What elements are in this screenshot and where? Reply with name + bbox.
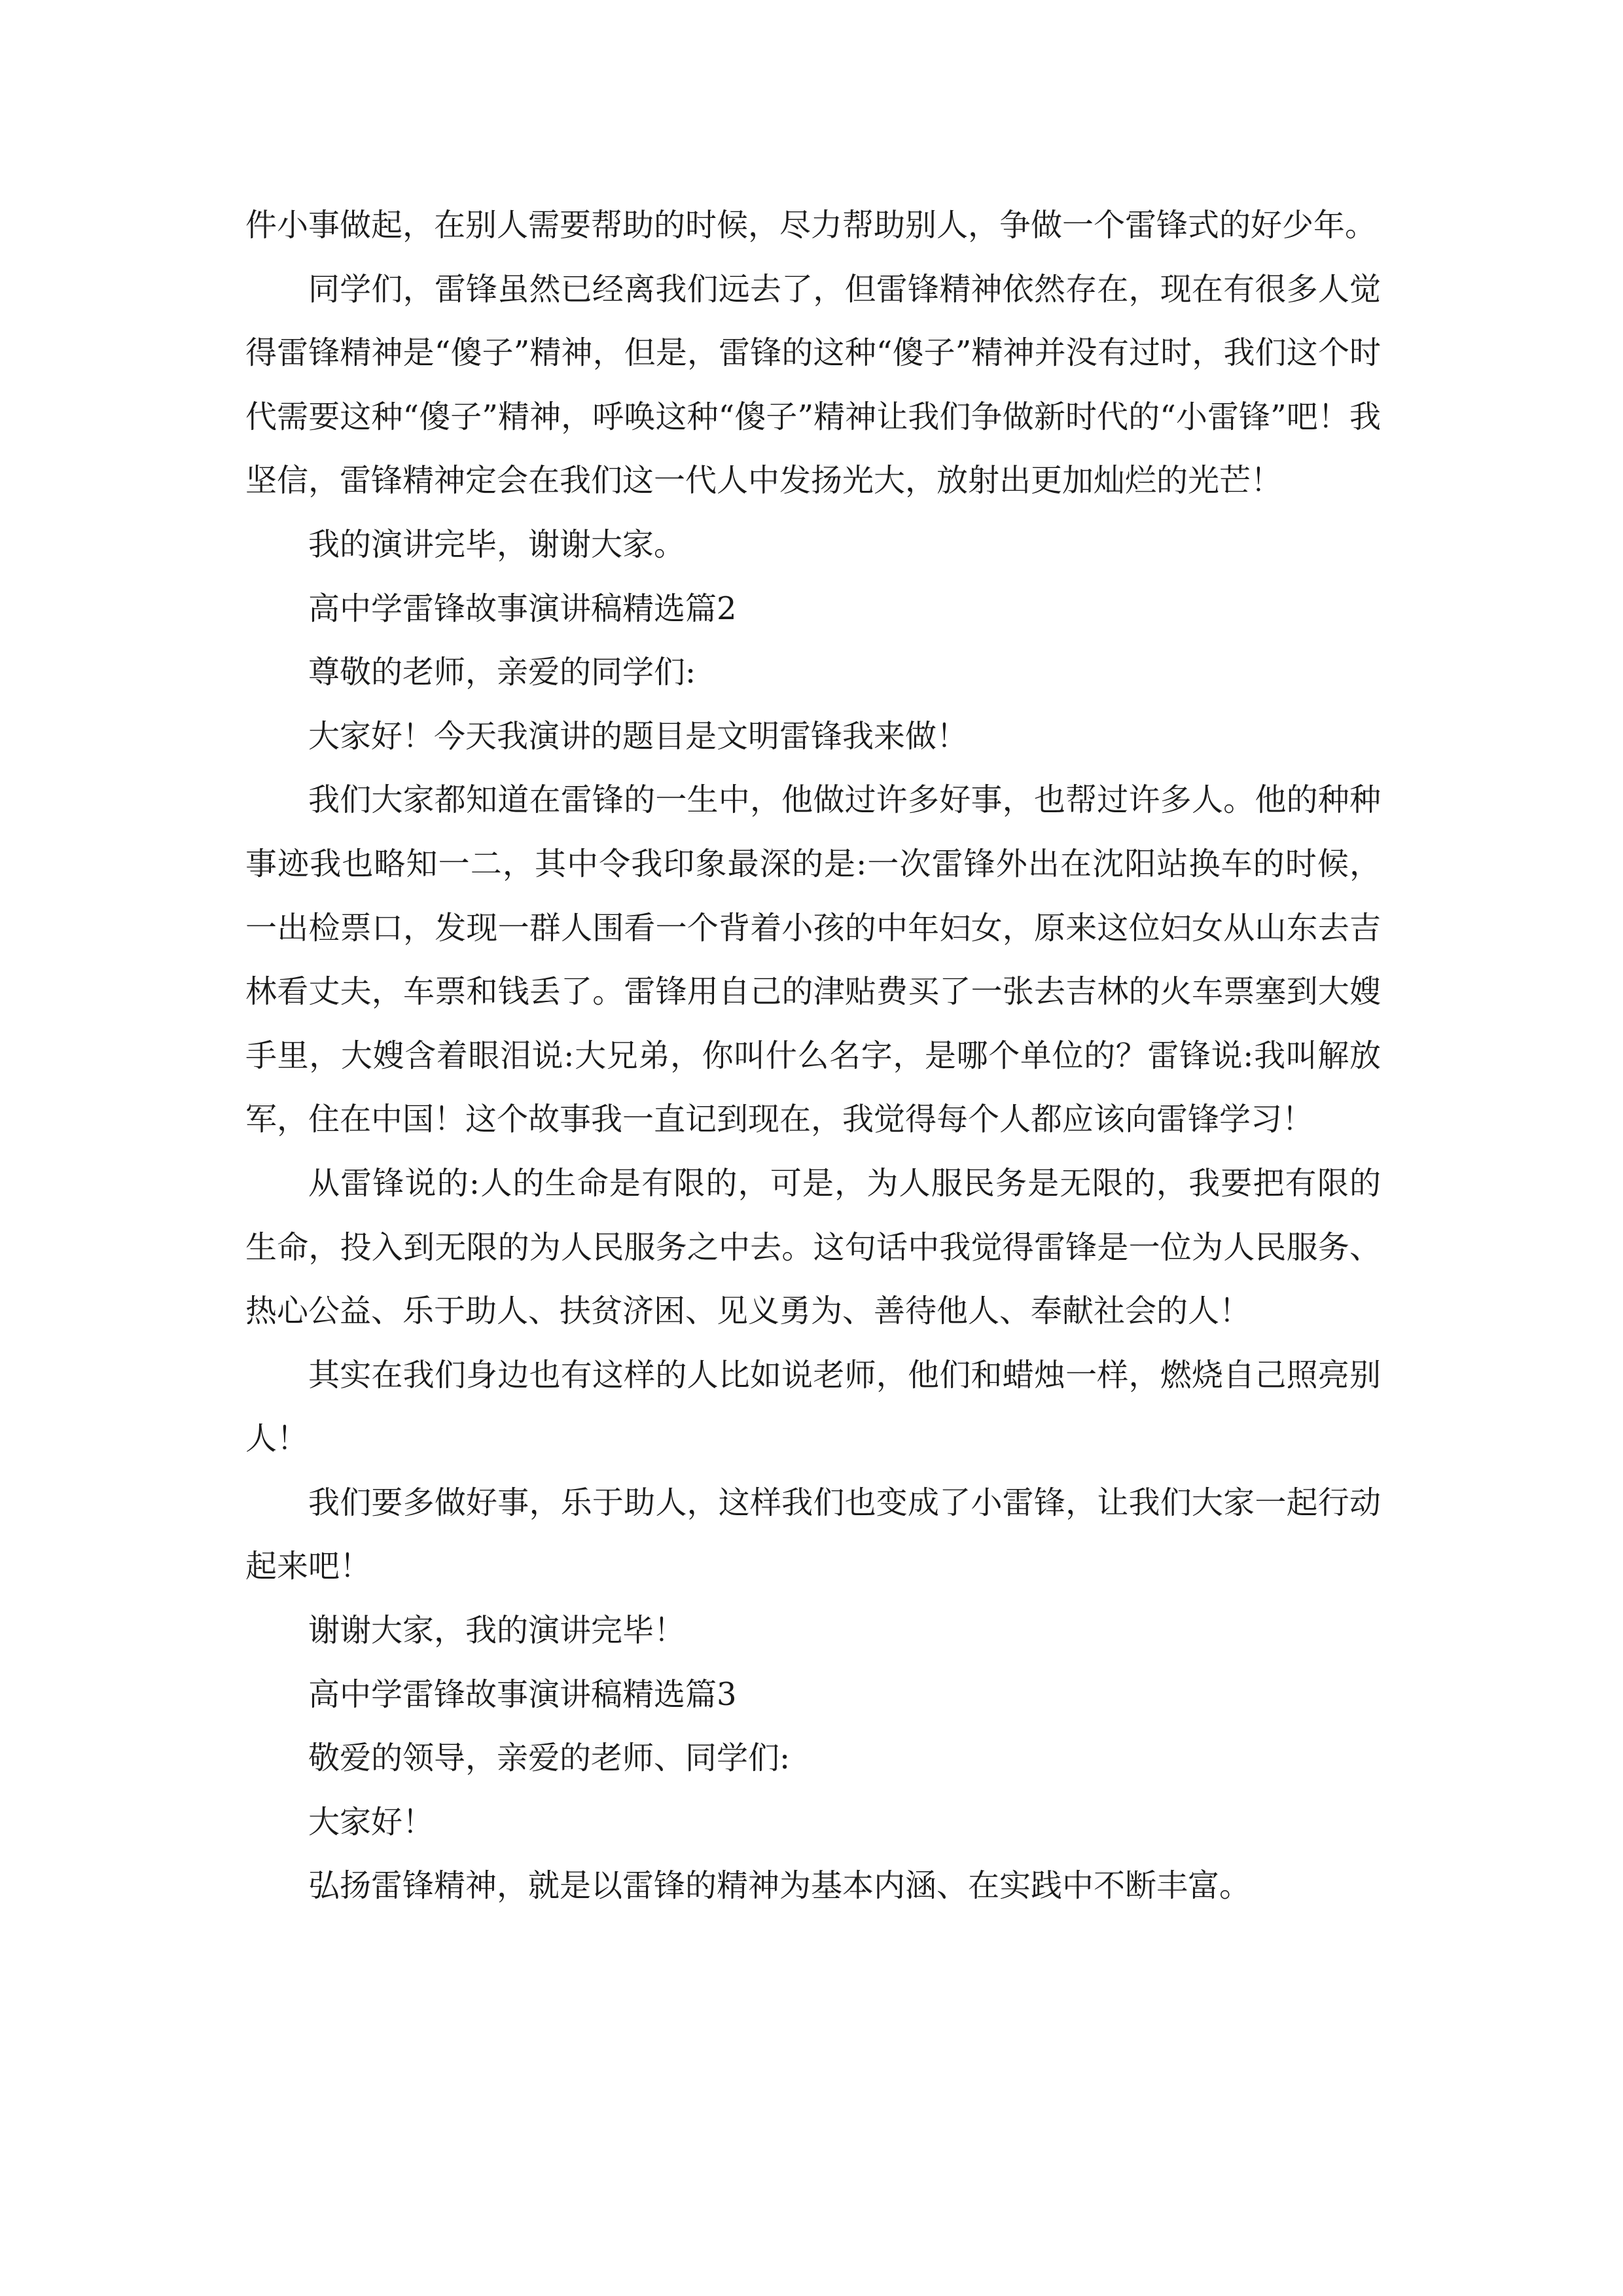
paragraph-10: 我们要多做好事，乐于助人，这样我们也变成了小雷锋，让我们大家一起行动起来吧！ — [245, 1484, 1381, 1585]
paragraph-15: 弘扬雷锋精神，就是以雷锋的精神为基本内涵、在实践中不断丰富。 — [308, 1867, 1251, 1905]
paragraph-14: 大家好！ — [308, 1803, 435, 1840]
paragraph-9: 其实在我们身边也有这样的人比如说老师，他们和蜡烛一样，燃烧自己照亮别人！ — [245, 1356, 1381, 1458]
paragraph-1: 件小事做起，在别人需要帮助的时候，尽力帮助别人，争做一个雷锋式的好少年。 — [245, 207, 1377, 243]
salutation-2: 尊敬的老师，亲爱的同学们: — [308, 654, 696, 691]
paragraph-7: 我们大家都知道在雷锋的一生中，他做过许多好事，也帮过许多人。他的种种事迹我也略知一二，其中令我印象最深的是:一次雷锋外出在沈阳站换车的时候，一出检票口，发现一群人围看一个背着小孩的中年妇女，原来这位妇女从山东去吉林看丈夫，车票和钱丢了。雷锋用自己的津贴费买了一张去吉林的火车票塞到大嫂手里，大嫂含着眼泪说:大兄弟，你叫什么名字，是哪个单位的？雷锋说:我叫解放军，住在中国！这个故事我一直记到现在，我觉得每个人都应该向雷锋学习！ — [245, 781, 1381, 1138]
paragraph-2: 同学们，雷锋虽然已经离我们远去了，但雷锋精神依然存在，现在有很多人觉得雷锋精神是“傻子”精神，但是，雷锋的这种“傻子”精神并没有过时，我们这个时代需要这种“傻子”精神，呼唤这种“傻子”精神让我们争做新时代的“小雷锋”吧！我坚信，雷锋精神定会在我们这一代人中发扬光大，放射出更加灿烂的光芒！ — [245, 270, 1381, 499]
paragraph-8: 从雷锋说的:人的生命是有限的，可是，为人服民务是无限的，我要把有限的生命，投入到无限的为人民服务之中去。这句话中我觉得雷锋是一位为人民服务、热心公益、乐于助人、扶贫济困、见义勇为、善待他人、奉献社会的人！ — [245, 1164, 1381, 1330]
section-heading-3: 高中学雷锋故事演讲稿精选篇3 — [308, 1676, 737, 1713]
paragraph-6: 大家好！今天我演讲的题目是文明雷锋我来做！ — [308, 717, 969, 755]
section-heading-2: 高中学雷锋故事演讲稿精选篇2 — [308, 590, 737, 627]
salutation-3: 敬爱的领导，亲爱的老师、同学们: — [308, 1740, 791, 1777]
paragraph-11: 谢谢大家，我的演讲完毕！ — [308, 1612, 686, 1649]
paragraph-3: 我的演讲完毕，谢谢大家。 — [308, 526, 686, 563]
document-body — [245, 194, 1381, 1918]
